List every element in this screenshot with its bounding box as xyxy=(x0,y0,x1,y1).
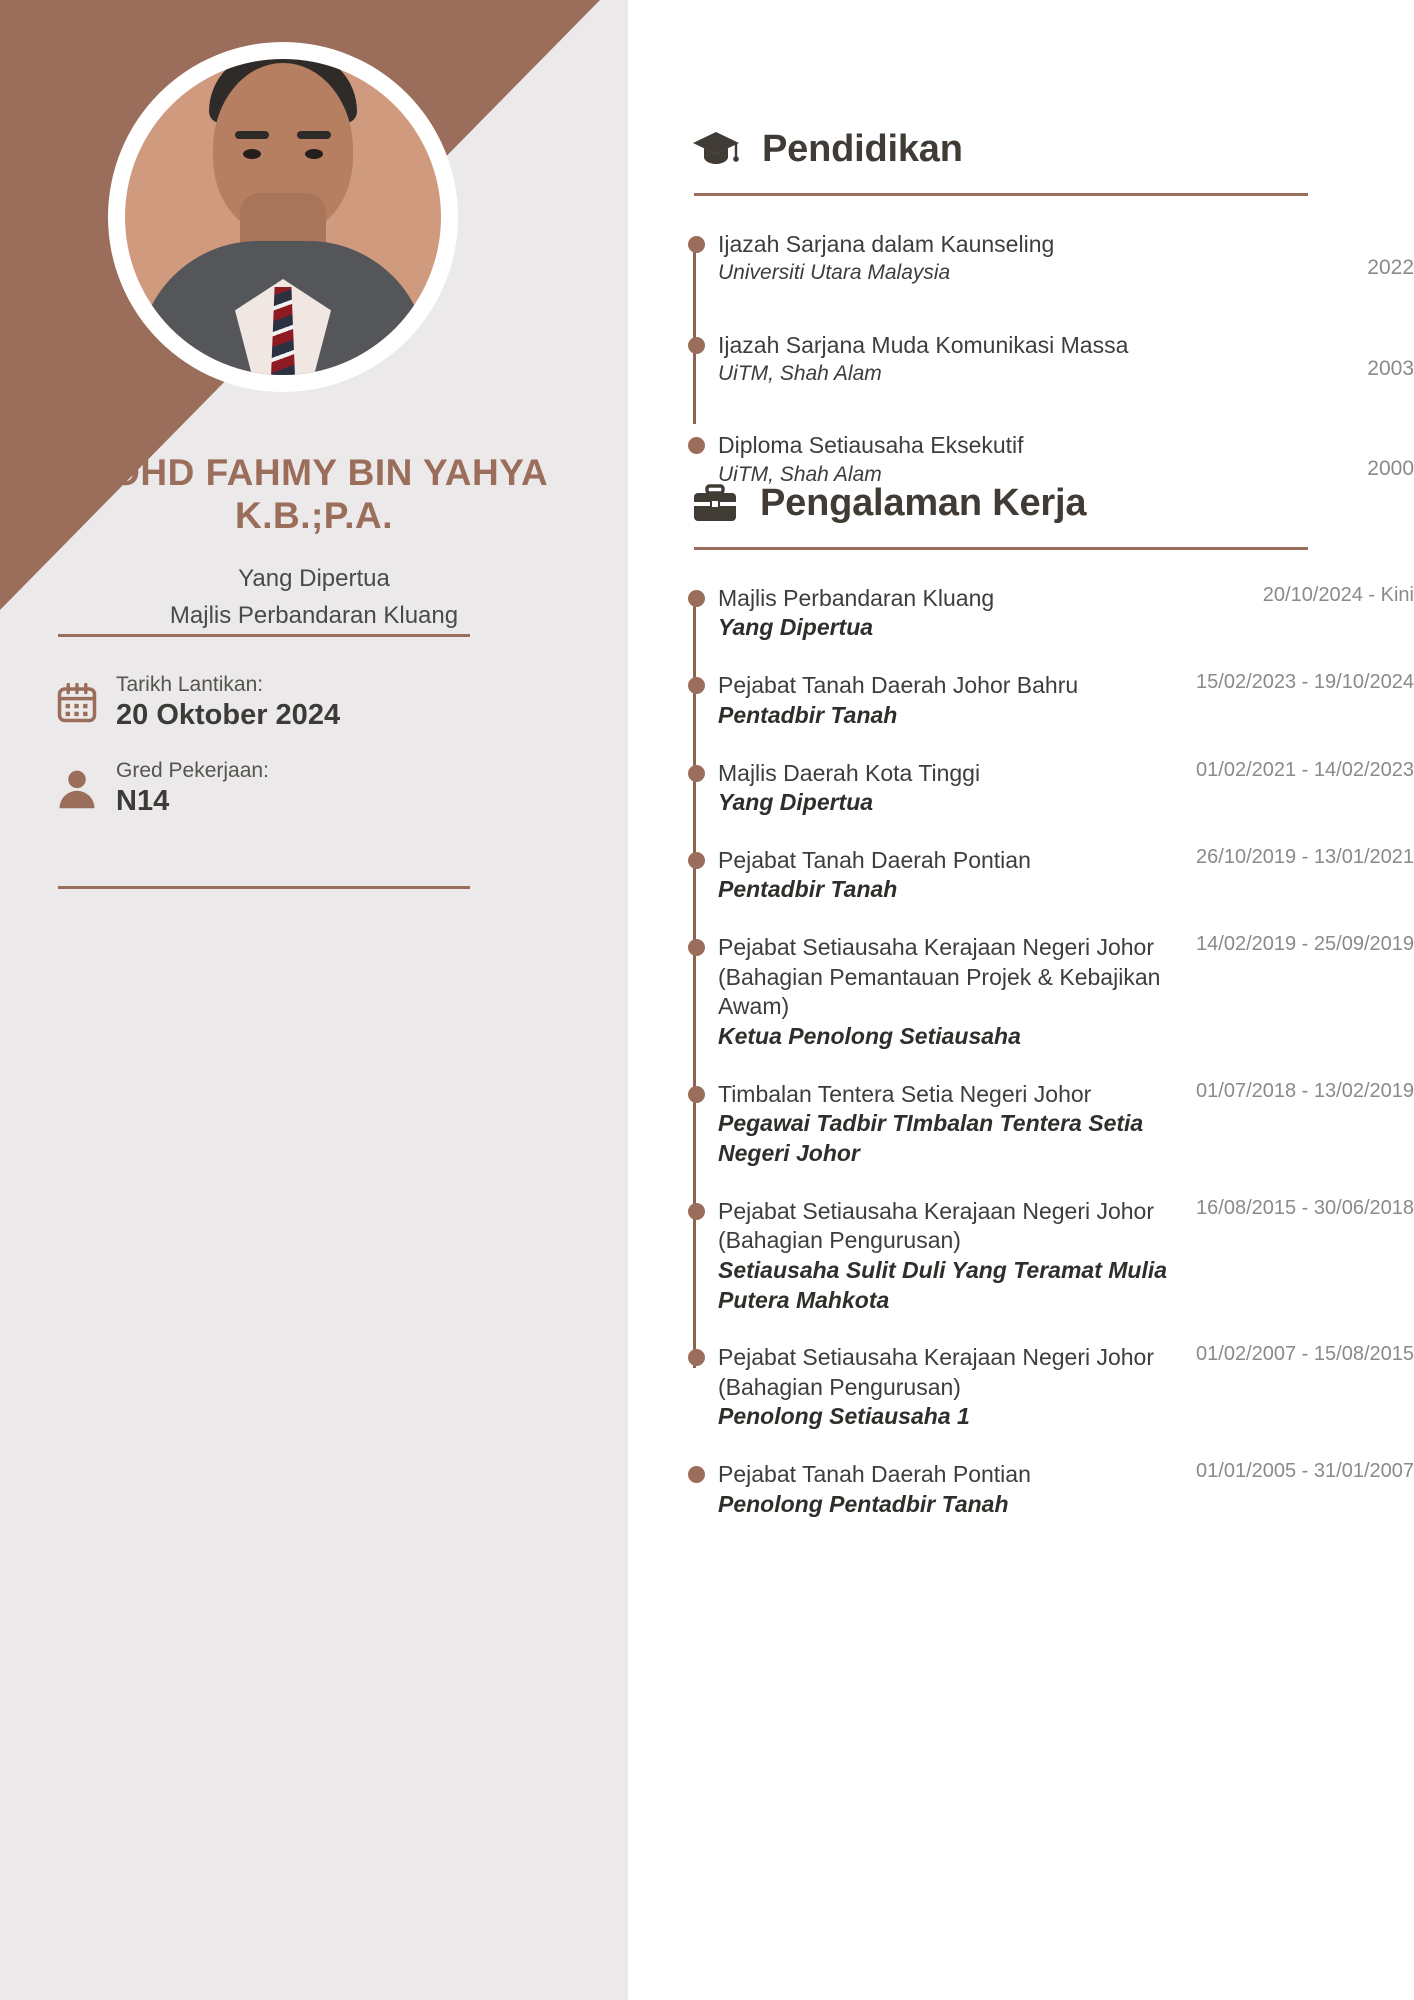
education-title: Pendidikan xyxy=(762,128,963,170)
experience-item-side xyxy=(1178,759,1414,782)
appointment-date-label: Tarikh Lantikan: xyxy=(116,673,264,696)
experience-position: Penolong Pentadbir Tanah xyxy=(718,1490,1009,1517)
education-year: 2000 xyxy=(1367,457,1414,481)
portrait-eye-right xyxy=(305,149,323,159)
experience-item-main xyxy=(718,1460,1178,1519)
experience-item xyxy=(718,1080,1414,1169)
portrait-eye-left xyxy=(243,149,261,159)
education-item-main xyxy=(718,230,1294,287)
portrait-brow-right xyxy=(297,131,331,139)
education-timeline-line xyxy=(693,244,696,424)
experience-item xyxy=(718,584,1414,643)
experience-item xyxy=(718,1460,1414,1519)
experience-item xyxy=(718,846,1414,905)
experience-organization: Pejabat Tanah Daerah Johor Bahru xyxy=(718,672,1079,699)
experience-item-side xyxy=(1178,671,1414,694)
experience-position: Pentadbir Tanah xyxy=(718,701,898,728)
timeline-dot xyxy=(688,852,705,869)
graduation-cap-icon xyxy=(692,130,740,170)
person-role xyxy=(0,560,628,634)
education-timeline xyxy=(628,230,1414,488)
experience-item xyxy=(718,1343,1414,1432)
experience-item-main xyxy=(718,933,1178,1051)
experience-position: Setiausaha Sulit Duli Yang Teramat Mulia Putera Mahkota xyxy=(718,1256,1168,1313)
experience-period: 20/10/2024 - Kini xyxy=(1262,584,1414,606)
education-section xyxy=(628,128,1414,532)
education-item xyxy=(718,331,1414,388)
education-item-side xyxy=(1294,230,1414,280)
experience-item-main xyxy=(718,1197,1178,1316)
experience-period: 01/01/2005 - 31/01/2007 xyxy=(1196,1460,1414,1483)
education-item-main xyxy=(718,331,1294,388)
divider-bottom xyxy=(58,886,470,889)
education-institution: UiTM, Shah Alam xyxy=(718,362,882,386)
experience-period: 16/08/2015 - 30/06/2018 xyxy=(1196,1196,1414,1219)
experience-item xyxy=(718,759,1414,818)
appointment-date-text xyxy=(116,672,340,733)
experience-organization: Majlis Perbandaran Kluang xyxy=(718,585,995,611)
education-institution: UiTM, Shah Alam xyxy=(718,462,882,486)
grade-label: Gred Pekerjaan: xyxy=(116,759,269,782)
education-year: 2022 xyxy=(1367,256,1414,279)
timeline-dot xyxy=(688,337,705,354)
experience-item xyxy=(718,1197,1414,1316)
experience-period: 01/07/2018 - 13/02/2019 xyxy=(1196,1079,1414,1102)
person-position: Yang Dipertua xyxy=(238,564,390,592)
timeline-dot xyxy=(688,765,705,782)
left-panel xyxy=(0,0,628,2000)
appointment-date-row xyxy=(56,672,340,733)
portrait-brow-left xyxy=(235,131,269,139)
experience-period: 15/02/2023 - 19/10/2024 xyxy=(1196,671,1414,694)
experience-item-main xyxy=(718,584,1178,643)
timeline-dot xyxy=(688,939,705,956)
education-item xyxy=(718,431,1414,488)
experience-item-side xyxy=(1178,933,1414,956)
experience-period: 14/02/2019 - 25/09/2019 xyxy=(1196,933,1414,956)
experience-period: 01/02/2007 - 15/08/2015 xyxy=(1196,1343,1414,1366)
experience-organization: Pejabat Setiausaha Kerajaan Negeri Johor (Bahagian Pengurusan) xyxy=(718,1197,1155,1254)
experience-position: Ketua Penolong Setiausaha xyxy=(718,1022,1021,1049)
education-item xyxy=(718,230,1414,287)
experience-item-side xyxy=(1178,1080,1414,1103)
experience-position: Pentadbir Tanah xyxy=(718,876,898,903)
timeline-dot xyxy=(688,236,705,253)
experience-header xyxy=(628,482,1414,525)
person-name-line1: MOHD FAHMY BIN YAHYA xyxy=(79,452,549,493)
education-item-side xyxy=(1294,431,1414,481)
experience-organization: Pejabat Tanah Daerah Pontian xyxy=(718,846,1031,873)
experience-item xyxy=(718,933,1414,1051)
experience-item-main xyxy=(718,1343,1178,1432)
education-year: 2003 xyxy=(1367,356,1414,380)
grade-value: N14 xyxy=(116,785,170,818)
appointment-date-value: 20 Oktober 2024 xyxy=(116,699,341,732)
calendar-icon xyxy=(56,682,98,724)
education-rule xyxy=(694,193,1308,196)
education-header xyxy=(628,128,1414,171)
experience-item-side xyxy=(1178,1343,1414,1366)
education-qualification: Diploma Setiausaha Eksekutif xyxy=(718,432,1024,459)
timeline-dot xyxy=(688,590,705,607)
grade-text xyxy=(116,758,269,819)
experience-item xyxy=(718,671,1414,730)
right-panel xyxy=(628,0,1414,2000)
experience-period: 26/10/2019 - 13/01/2021 xyxy=(1196,845,1414,868)
timeline-dot xyxy=(688,1203,705,1220)
experience-item-side xyxy=(1178,1460,1414,1483)
experience-section xyxy=(628,482,1414,1547)
experience-timeline xyxy=(628,584,1414,1519)
experience-position: Pegawai Tadbir TImbalan Tentera Setia Negeri Johor xyxy=(718,1109,1144,1166)
timeline-dot xyxy=(688,677,705,694)
experience-item-side xyxy=(1178,846,1414,869)
education-item-main xyxy=(718,431,1294,488)
education-institution: Universiti Utara Malaysia xyxy=(718,261,951,285)
experience-item-main xyxy=(718,1080,1178,1169)
experience-organization: Pejabat Setiausaha Kerajaan Negeri Johor (Bahagian Pengurusan) xyxy=(718,1344,1155,1400)
experience-item-main xyxy=(718,671,1178,730)
education-qualification: Ijazah Sarjana Muda Komunikasi Massa xyxy=(718,331,1129,358)
briefcase-icon xyxy=(692,484,738,524)
education-item-side xyxy=(1294,331,1414,381)
experience-title: Pengalaman Kerja xyxy=(760,482,1087,524)
experience-position: Penolong Setiausaha 1 xyxy=(718,1403,970,1430)
experience-organization: Pejabat Tanah Daerah Pontian xyxy=(718,1461,1031,1488)
experience-position: Yang Dipertua xyxy=(718,789,874,816)
experience-position: Yang Dipertua xyxy=(718,614,874,641)
education-qualification: Ijazah Sarjana dalam Kaunseling xyxy=(718,231,1055,257)
experience-item-main xyxy=(718,846,1178,905)
experience-organization: Pejabat Setiausaha Kerajaan Negeri Johor (Bahagian Pemantauan Projek & Kebajikan Awam) xyxy=(718,934,1161,1020)
timeline-dot xyxy=(688,1086,705,1103)
timeline-dot xyxy=(688,1349,705,1366)
experience-period: 01/02/2021 - 14/02/2023 xyxy=(1196,758,1414,781)
experience-organization: Majlis Daerah Kota Tinggi xyxy=(718,759,981,786)
experience-rule xyxy=(694,547,1308,550)
profile-photo xyxy=(108,42,458,392)
person-name xyxy=(0,452,628,538)
person-organization: Majlis Perbandaran Kluang xyxy=(169,602,459,629)
experience-item-side xyxy=(1178,584,1414,607)
name-block xyxy=(0,452,628,634)
experience-item-main xyxy=(718,759,1178,818)
grade-row xyxy=(56,758,269,819)
portrait-image xyxy=(125,59,441,375)
timeline-dot xyxy=(688,437,705,454)
divider-top xyxy=(58,634,470,637)
person-name-line2: K.B.;P.A. xyxy=(234,494,393,536)
timeline-dot xyxy=(688,1466,705,1483)
person-icon xyxy=(56,767,98,811)
experience-timeline-line xyxy=(693,598,696,1368)
experience-organization: Timbalan Tentera Setia Negeri Johor xyxy=(718,1080,1092,1107)
experience-item-side xyxy=(1178,1197,1414,1220)
